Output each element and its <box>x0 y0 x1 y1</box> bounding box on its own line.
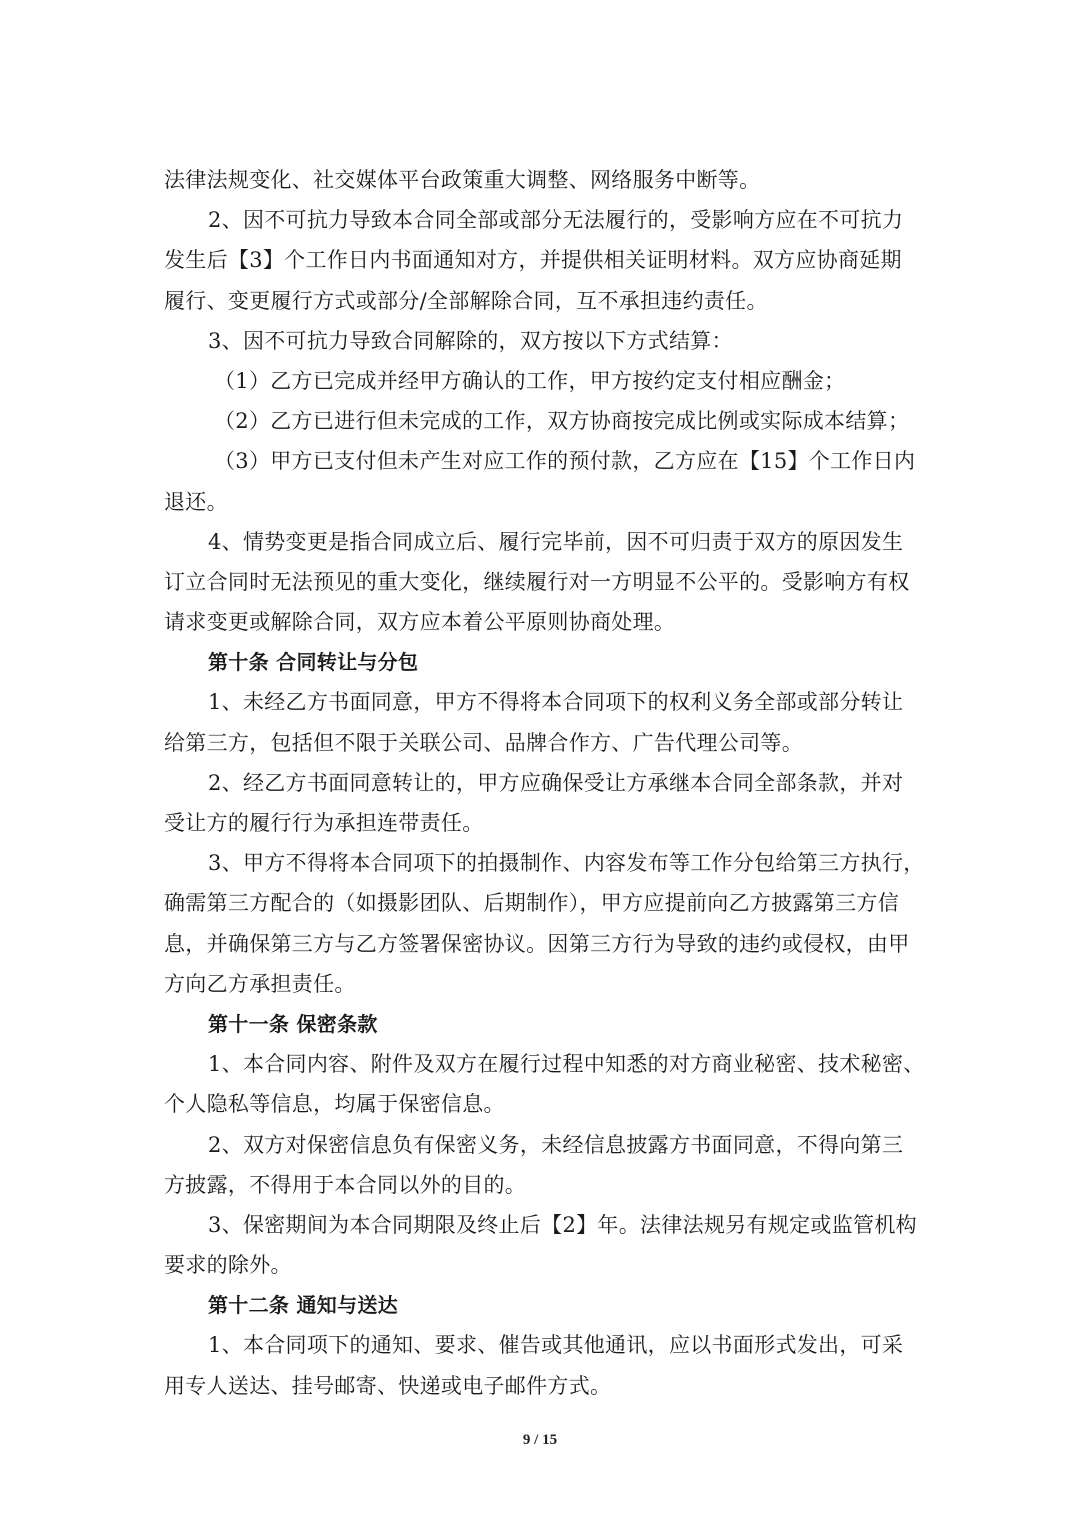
text-line: 退还。 <box>164 489 228 514</box>
text-line: 请求变更或解除合同，双方应本着公平原则协商处理。 <box>164 610 676 635</box>
text-line: 3、保密期间为本合同期限及终止后【2】年。法律法规另有规定或监管机构 <box>208 1212 917 1237</box>
text-line: 息，并确保第三方与乙方签署保密协议。因第三方行为导致的违约或侵权，由甲 <box>164 931 910 956</box>
text-line: 方披露，不得用于本合同以外的目的。 <box>164 1172 527 1197</box>
text-line: 个人隐私等信息，均属于保密信息。 <box>164 1092 505 1117</box>
document-body <box>164 160 925 1406</box>
text-line: 受让方的履行行为承担连带责任。 <box>164 811 484 835</box>
text-line: 1、本合同项下的通知、要求、催告或其他通讯，应以书面形式发出，可采 <box>208 1333 904 1358</box>
text-line: 确需第三方配合的（如摄影团队、后期制作），甲方应提前向乙方披露第三方信 <box>164 891 899 916</box>
text-line: 3、因不可抗力导致合同解除的，双方按以下方式结算： <box>208 328 733 353</box>
section-heading: 第十二条 通知与送达 <box>208 1293 398 1318</box>
text-line: 2、经乙方书面同意转让的，甲方应确保受让方承继本合同全部条款，并对 <box>208 770 904 795</box>
text-line: 2、因不可抗力导致本合同全部或部分无法履行的，受影响方应在不可抗力 <box>208 208 904 233</box>
text-line: 2、双方对保密信息负有保密义务，未经信息披露方书面同意，不得向第三 <box>208 1132 904 1157</box>
text-line: 给第三方，包括但不限于关联公司、品牌合作方、广告代理公司等。 <box>164 730 803 755</box>
section-heading: 第十条 合同转让与分包 <box>208 650 419 675</box>
text-line: 1、未经乙方书面同意，甲方不得将本合同项下的权利义务全部或部分转让 <box>208 690 904 715</box>
text-line: （2）乙方已进行但未完成的工作，双方协商按完成比例或实际成本结算； <box>214 409 910 434</box>
text-line: 发生后【3】个工作日内书面通知对方，并提供相关证明材料。双方应协商延期 <box>164 248 902 273</box>
text-line: 用专人送达、挂号邮寄、快递或电子邮件方式。 <box>164 1373 612 1398</box>
section-heading: 第十一条 保密条款 <box>208 1011 378 1036</box>
text-line: （3）甲方已支付但未产生对应工作的预付款，乙方应在【15】个工作日内 <box>214 449 916 474</box>
text-line: 方向乙方承担责任。 <box>164 971 356 996</box>
text-line: 履行、变更履行方式或部分/全部解除合同，互不承担违约责任。 <box>164 288 768 313</box>
text-line: （1）乙方已完成并经甲方确认的工作，甲方按约定支付相应酬金； <box>214 368 846 393</box>
text-line: 4、情势变更是指合同成立后、履行完毕前，因不可归责于双方的原因发生 <box>208 529 904 554</box>
text-line: 1、本合同内容、附件及双方在履行过程中知悉的对方商业秘密、技术秘密、 <box>208 1052 925 1077</box>
page-number: 9 / 15 <box>522 1432 558 1448</box>
text-line: 3、甲方不得将本合同项下的拍摄制作、内容发布等工作分包给第三方执行， <box>208 851 925 876</box>
text-line: 法律法规变化、社交媒体平台政策重大调整、网络服务中断等。 <box>164 168 761 192</box>
text-line: 要求的除外。 <box>164 1253 292 1278</box>
text-line: 订立合同时无法预见的重大变化，继续履行对一方明显不公平的。受影响方有权 <box>164 569 910 594</box>
